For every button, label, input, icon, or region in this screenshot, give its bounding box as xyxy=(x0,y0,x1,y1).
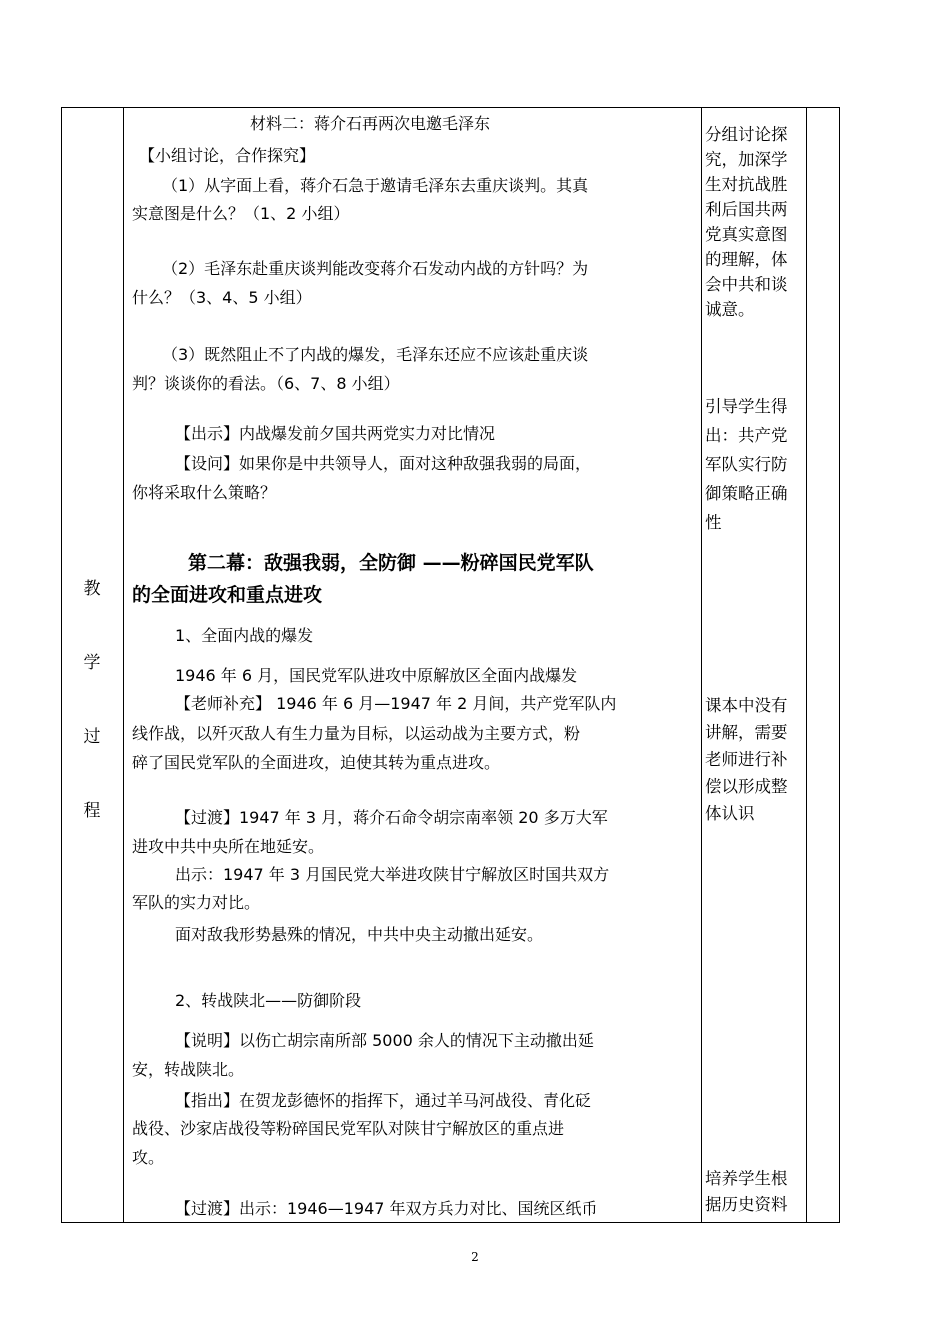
content-line: 【指出】在贺龙彭德怀的指挥下，通过羊马河战役、青化砭 xyxy=(175,1091,592,1110)
lesson-content-cell xyxy=(124,108,702,1222)
content-line: 碎了国民党军队的全面进攻，迫使其转为重点进攻。 xyxy=(132,753,501,772)
content-line: 线作战，以歼灭敌人有生力量为目标，以运动战为主要方式，粉 xyxy=(132,724,581,743)
side-label-char: 学 xyxy=(83,653,101,673)
note-line: 分组讨论探 xyxy=(705,125,788,144)
note-line: 引导学生得 xyxy=(705,397,788,416)
content-line: （1）从字面上看，蒋介石急于邀请毛泽东去重庆谈判。其真 xyxy=(162,176,589,195)
content-line: 面对敌我形势悬殊的情况，中共中央主动撤出延安。 xyxy=(175,925,544,944)
content-line: 安，转战陕北。 xyxy=(132,1060,245,1079)
content-line: 实意图是什么？（1、2 小组） xyxy=(132,204,350,223)
note-line: 课本中没有 xyxy=(705,696,788,715)
content-line: 【设问】如果你是中共领导人，面对这种敌强我弱的局面， xyxy=(175,454,592,473)
note-line: 偿以形成整 xyxy=(705,777,788,796)
note-line: 性 xyxy=(705,513,722,532)
material-title: 材料二：蒋介石再两次电邀毛泽东 xyxy=(250,114,491,133)
note-line: 究，加深学 xyxy=(705,150,788,169)
side-label-char: 过 xyxy=(83,727,101,747)
note-line: 据历史资料 xyxy=(705,1195,788,1214)
content-line: 【说明】以伤亡胡宗南所部 5000 余人的情况下主动撤出延 xyxy=(175,1031,594,1050)
design-notes-cell xyxy=(701,108,805,1222)
page-number: 2 xyxy=(471,1250,479,1264)
note-line: 军队实行防 xyxy=(705,455,788,474)
side-label-char: 教 xyxy=(83,579,101,599)
side-label-char: 程 xyxy=(83,801,101,821)
note-line: 讲解，需要 xyxy=(705,723,788,742)
note-line: 诚意。 xyxy=(705,300,755,319)
note-line: 培养学生根 xyxy=(705,1169,788,1188)
content-line: 判？谈谈你的看法。（6、7、8 小组） xyxy=(132,374,400,393)
subsection-heading: 1、全面内战的爆发 xyxy=(175,626,314,645)
note-line: 老师进行补 xyxy=(705,750,788,769)
note-line: 生对抗战胜 xyxy=(705,175,788,194)
note-line: 的理解，体 xyxy=(705,250,788,269)
content-line: 战役、沙家店战役等粉碎国民党军队对陕甘宁解放区的重点进 xyxy=(132,1119,565,1138)
content-line: 【过渡】出示：1946—1947 年双方兵力对比、国统区纸币 xyxy=(175,1199,598,1218)
content-line: 军队的实力对比。 xyxy=(132,893,261,912)
content-line: 【过渡】1947 年 3 月，蒋介石命令胡宗南率领 20 多万大军 xyxy=(175,808,608,827)
content-line: （2）毛泽东赴重庆谈判能改变蒋介石发动内战的方针吗？为 xyxy=(162,259,589,278)
content-line: 【小组讨论，合作探究】 xyxy=(139,146,316,165)
content-line: 你将采取什么策略？ xyxy=(132,483,277,502)
note-line: 御策略正确 xyxy=(705,484,788,503)
note-line: 会中共和谈 xyxy=(705,275,788,294)
content-line: 进攻中共中央所在地延安。 xyxy=(132,837,325,856)
content-line: 什么？（3、4、5 小组） xyxy=(132,288,312,307)
content-line: 【出示】内战爆发前夕国共两党实力对比情况 xyxy=(175,424,496,443)
subsection-heading: 2、转战陕北——防御阶段 xyxy=(175,991,362,1010)
note-line: 党真实意图 xyxy=(705,225,788,244)
content-line: 出示：1947 年 3 月国民党大举进攻陕甘宁解放区时国共双方 xyxy=(175,865,610,884)
column-divider xyxy=(806,108,807,1222)
note-line: 出：共产党 xyxy=(705,426,788,445)
section-heading: 的全面进攻和重点进攻 xyxy=(132,584,323,606)
lesson-table xyxy=(61,107,840,1223)
content-line: （3）既然阻止不了内战的爆发，毛泽东还应不应该赴重庆谈 xyxy=(162,345,589,364)
section-heading: 第二幕：敌强我弱，全防御 ——粉碎国民党军队 xyxy=(188,552,594,574)
note-line: 体认识 xyxy=(705,804,755,823)
content-line: 攻。 xyxy=(132,1148,165,1167)
content-line: 1946 年 6 月，国民党军队进攻中原解放区全面内战爆发 xyxy=(175,666,578,685)
content-line: 【老师补充】 1946 年 6 月—1947 年 2 月间，共产党军队内 xyxy=(175,694,617,713)
note-line: 利后国共两 xyxy=(705,200,788,219)
